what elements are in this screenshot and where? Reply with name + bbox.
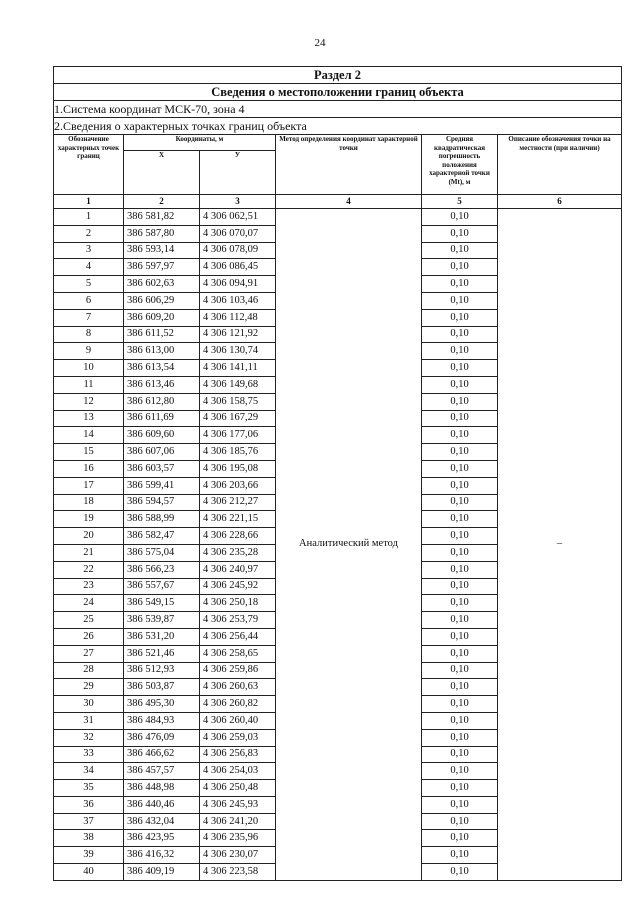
coord-x: 386 606,29 [124, 292, 200, 309]
error-value: 0,10 [422, 662, 498, 679]
error-value: 0,10 [422, 343, 498, 360]
coord-x: 386 609,60 [124, 427, 200, 444]
coord-y: 4 306 167,29 [200, 410, 276, 427]
point-number: 33 [54, 746, 124, 763]
point-number: 14 [54, 427, 124, 444]
coord-y: 4 306 195,08 [200, 460, 276, 477]
point-number: 27 [54, 645, 124, 662]
column-number: 3 [200, 195, 276, 209]
error-value: 0,10 [422, 225, 498, 242]
method-cell: Аналитический метод [276, 209, 422, 881]
error-value: 0,10 [422, 561, 498, 578]
error-value: 0,10 [422, 628, 498, 645]
error-value: 0,10 [422, 528, 498, 545]
coord-y: 4 306 130,74 [200, 343, 276, 360]
coord-y: 4 306 062,51 [200, 209, 276, 226]
coord-y: 4 306 260,82 [200, 696, 276, 713]
error-value: 0,10 [422, 494, 498, 511]
coord-y: 4 306 258,65 [200, 645, 276, 662]
coord-y: 4 306 103,46 [200, 292, 276, 309]
coord-x: 386 602,63 [124, 276, 200, 293]
boundary-points-table [53, 66, 622, 881]
error-value: 0,10 [422, 544, 498, 561]
error-value: 0,10 [422, 511, 498, 528]
header-point-designation: Обозначение характерных точек границ [54, 135, 124, 195]
coord-y: 4 306 094,91 [200, 276, 276, 293]
section-subtitle: Сведения о местоположении границ объекта [54, 84, 622, 101]
coord-y: 4 306 253,79 [200, 612, 276, 629]
point-number: 22 [54, 561, 124, 578]
coord-system: 1.Система координат МСК-70, зона 4 [54, 101, 622, 118]
coord-y: 4 306 241,20 [200, 813, 276, 830]
point-number: 24 [54, 595, 124, 612]
points-title: 2.Сведения о характерных точках границ объекта [54, 118, 622, 135]
coord-x: 386 539,87 [124, 612, 200, 629]
error-value: 0,10 [422, 847, 498, 864]
page-number: 24 [314, 37, 326, 49]
coord-y: 4 306 259,86 [200, 662, 276, 679]
coord-y: 4 306 260,40 [200, 712, 276, 729]
coord-x: 386 416,32 [124, 847, 200, 864]
point-number: 6 [54, 292, 124, 309]
point-number: 17 [54, 477, 124, 494]
coord-x: 386 476,09 [124, 729, 200, 746]
point-number: 28 [54, 662, 124, 679]
error-value: 0,10 [422, 309, 498, 326]
coord-y: 4 306 149,68 [200, 376, 276, 393]
point-number: 9 [54, 343, 124, 360]
coord-x: 386 440,46 [124, 796, 200, 813]
coord-y: 4 306 230,07 [200, 847, 276, 864]
coord-x: 386 611,69 [124, 410, 200, 427]
coord-y: 4 306 240,97 [200, 561, 276, 578]
column-number: 1 [54, 195, 124, 209]
coord-x: 386 607,06 [124, 444, 200, 461]
point-number: 36 [54, 796, 124, 813]
coord-y: 4 306 235,28 [200, 544, 276, 561]
error-value: 0,10 [422, 376, 498, 393]
coord-x: 386 613,46 [124, 376, 200, 393]
error-value: 0,10 [422, 679, 498, 696]
coord-x: 386 512,93 [124, 662, 200, 679]
header-description: Описание обозначения точки на местности (при наличии) [498, 135, 622, 195]
coord-x: 386 521,46 [124, 645, 200, 662]
error-value: 0,10 [422, 360, 498, 377]
point-number: 20 [54, 528, 124, 545]
column-number: 2 [124, 195, 200, 209]
header-y: У [200, 151, 276, 195]
table-row [54, 209, 622, 226]
coord-y: 4 306 185,76 [200, 444, 276, 461]
point-number: 30 [54, 696, 124, 713]
coord-x: 386 503,87 [124, 679, 200, 696]
error-value: 0,10 [422, 712, 498, 729]
coord-y: 4 306 250,48 [200, 780, 276, 797]
coord-y: 4 306 070,07 [200, 225, 276, 242]
section-title: Раздел 2 [54, 67, 622, 84]
coord-y: 4 306 221,15 [200, 511, 276, 528]
coord-x: 386 611,52 [124, 326, 200, 343]
coord-x: 386 609,20 [124, 309, 200, 326]
point-number: 32 [54, 729, 124, 746]
coord-x: 386 612,80 [124, 393, 200, 410]
coord-x: 386 582,47 [124, 528, 200, 545]
coord-x: 386 557,67 [124, 578, 200, 595]
point-number: 40 [54, 864, 124, 881]
error-value: 0,10 [422, 612, 498, 629]
coord-y: 4 306 245,92 [200, 578, 276, 595]
coord-x: 386 613,54 [124, 360, 200, 377]
point-number: 19 [54, 511, 124, 528]
header-coordinates: Координаты, м [124, 135, 276, 151]
error-value: 0,10 [422, 444, 498, 461]
coord-y: 4 306 260,63 [200, 679, 276, 696]
coord-y: 4 306 141,11 [200, 360, 276, 377]
error-value: 0,10 [422, 780, 498, 797]
coord-y: 4 306 256,44 [200, 628, 276, 645]
coord-x: 386 581,82 [124, 209, 200, 226]
error-value: 0,10 [422, 864, 498, 881]
error-value: 0,10 [422, 796, 498, 813]
coord-y: 4 306 112,48 [200, 309, 276, 326]
coord-x: 386 409,19 [124, 864, 200, 881]
coord-x: 386 603,57 [124, 460, 200, 477]
error-value: 0,10 [422, 578, 498, 595]
point-number: 39 [54, 847, 124, 864]
error-value: 0,10 [422, 242, 498, 259]
coord-y: 4 306 212,27 [200, 494, 276, 511]
coord-x: 386 432,04 [124, 813, 200, 830]
point-number: 26 [54, 628, 124, 645]
point-number: 37 [54, 813, 124, 830]
error-value: 0,10 [422, 746, 498, 763]
error-value: 0,10 [422, 276, 498, 293]
column-number: 4 [276, 195, 422, 209]
coord-y: 4 306 245,93 [200, 796, 276, 813]
point-number: 4 [54, 259, 124, 276]
point-number: 5 [54, 276, 124, 293]
error-value: 0,10 [422, 410, 498, 427]
coord-x: 386 495,30 [124, 696, 200, 713]
coord-x: 386 588,99 [124, 511, 200, 528]
error-value: 0,10 [422, 763, 498, 780]
column-number: 6 [498, 195, 622, 209]
point-number: 3 [54, 242, 124, 259]
error-value: 0,10 [422, 393, 498, 410]
error-value: 0,10 [422, 595, 498, 612]
point-number: 1 [54, 209, 124, 226]
point-number: 12 [54, 393, 124, 410]
point-number: 7 [54, 309, 124, 326]
point-number: 13 [54, 410, 124, 427]
coord-x: 386 549,15 [124, 595, 200, 612]
coord-y: 4 306 250,18 [200, 595, 276, 612]
point-number: 16 [54, 460, 124, 477]
header-error: Средняя квадратическая погрешность положения характерной точки (Mt), м [422, 135, 498, 195]
coord-x: 386 457,57 [124, 763, 200, 780]
point-number: 35 [54, 780, 124, 797]
coord-y: 4 306 086,45 [200, 259, 276, 276]
coord-y: 4 306 228,66 [200, 528, 276, 545]
column-number: 5 [422, 195, 498, 209]
coord-x: 386 599,41 [124, 477, 200, 494]
coord-x: 386 423,95 [124, 830, 200, 847]
point-number: 18 [54, 494, 124, 511]
point-number: 23 [54, 578, 124, 595]
point-number: 29 [54, 679, 124, 696]
coord-y: 4 306 256,83 [200, 746, 276, 763]
point-number: 11 [54, 376, 124, 393]
coord-x: 386 531,20 [124, 628, 200, 645]
coord-x: 386 593,14 [124, 242, 200, 259]
point-number: 34 [54, 763, 124, 780]
error-value: 0,10 [422, 259, 498, 276]
error-value: 0,10 [422, 209, 498, 226]
coord-x: 386 466,62 [124, 746, 200, 763]
coord-y: 4 306 203,66 [200, 477, 276, 494]
header-method: Метод определения координат характерной точки [276, 135, 422, 195]
coord-y: 4 306 078,09 [200, 242, 276, 259]
coord-y: 4 306 235,96 [200, 830, 276, 847]
coord-y: 4 306 223,58 [200, 864, 276, 881]
error-value: 0,10 [422, 477, 498, 494]
point-number: 8 [54, 326, 124, 343]
coord-x: 386 448,98 [124, 780, 200, 797]
point-number: 15 [54, 444, 124, 461]
error-value: 0,10 [422, 830, 498, 847]
error-value: 0,10 [422, 813, 498, 830]
coord-x: 386 575,04 [124, 544, 200, 561]
description-cell: – [498, 209, 622, 881]
error-value: 0,10 [422, 696, 498, 713]
coord-x: 386 484,93 [124, 712, 200, 729]
point-number: 31 [54, 712, 124, 729]
error-value: 0,10 [422, 460, 498, 477]
error-value: 0,10 [422, 729, 498, 746]
point-number: 38 [54, 830, 124, 847]
coord-y: 4 306 259,03 [200, 729, 276, 746]
coord-y: 4 306 121,92 [200, 326, 276, 343]
error-value: 0,10 [422, 326, 498, 343]
coord-y: 4 306 254,03 [200, 763, 276, 780]
point-number: 2 [54, 225, 124, 242]
coord-x: 386 613,00 [124, 343, 200, 360]
coord-y: 4 306 158,75 [200, 393, 276, 410]
error-value: 0,10 [422, 427, 498, 444]
coord-x: 386 587,80 [124, 225, 200, 242]
error-value: 0,10 [422, 292, 498, 309]
header-x: X [124, 151, 200, 195]
coord-x: 386 597,97 [124, 259, 200, 276]
point-number: 21 [54, 544, 124, 561]
coord-x: 386 566,23 [124, 561, 200, 578]
point-number: 10 [54, 360, 124, 377]
coord-y: 4 306 177,06 [200, 427, 276, 444]
error-value: 0,10 [422, 645, 498, 662]
coord-x: 386 594,57 [124, 494, 200, 511]
point-number: 25 [54, 612, 124, 629]
